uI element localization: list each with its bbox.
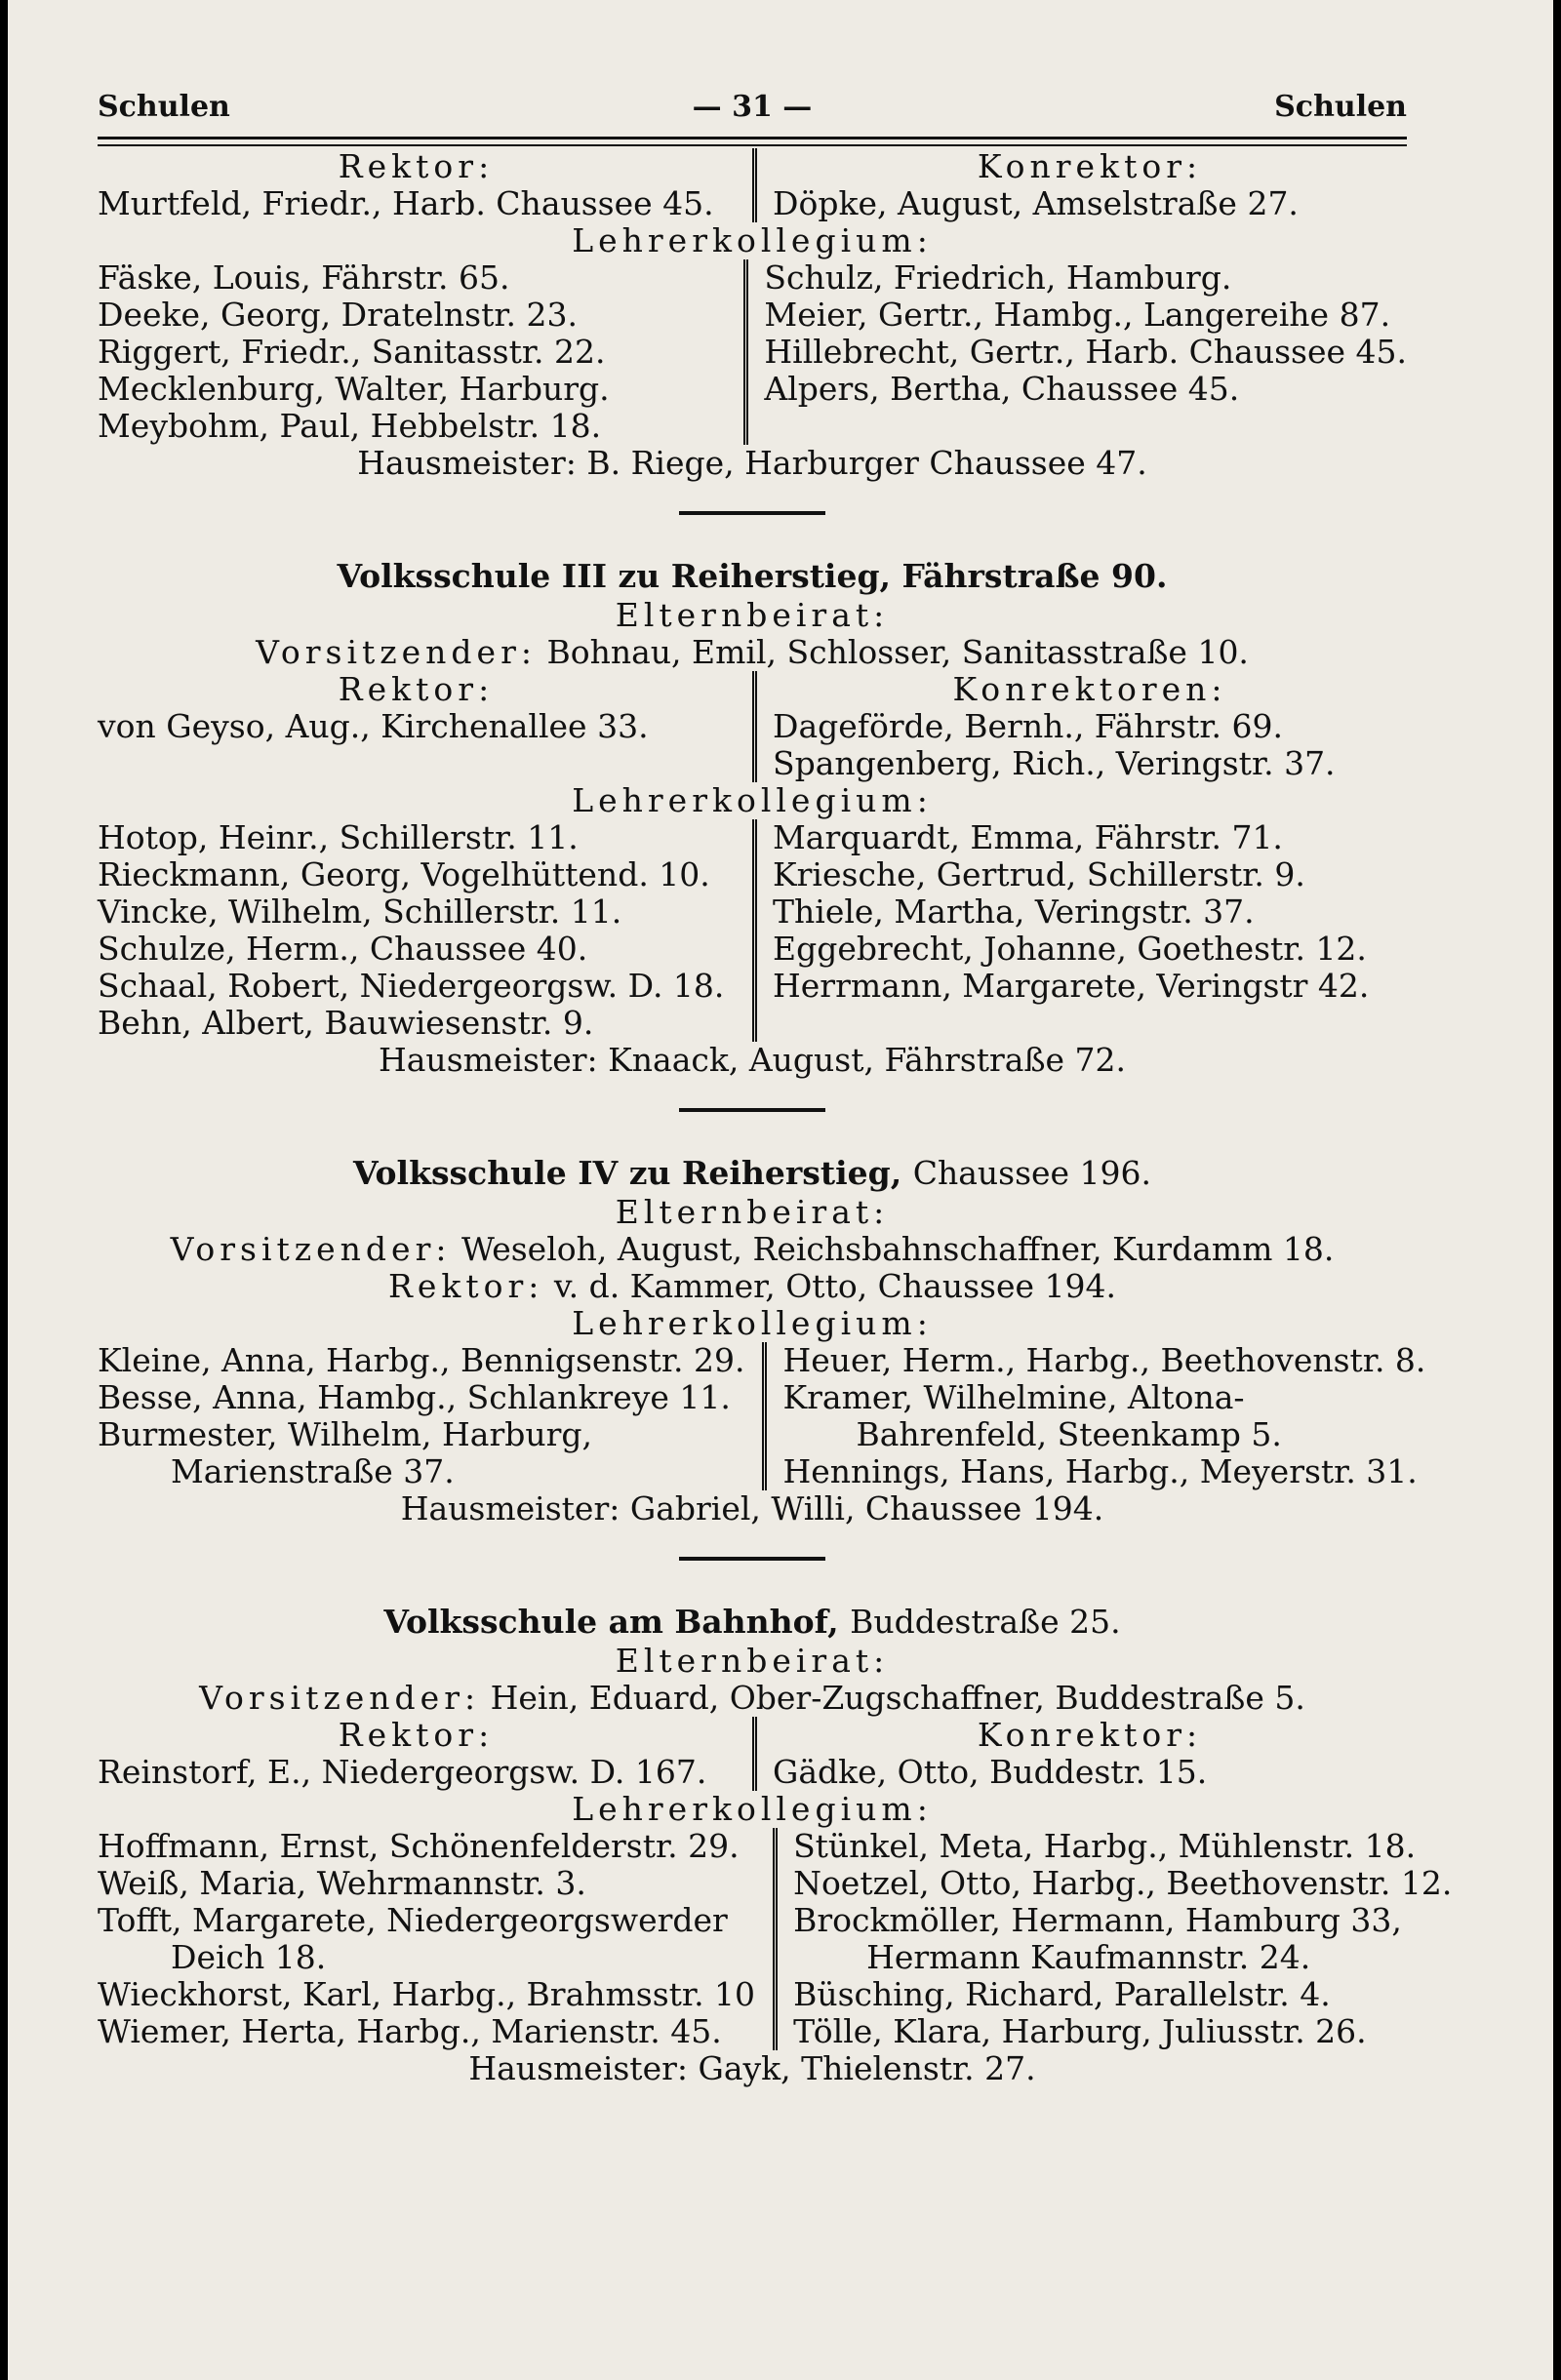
teacher-entry: Hennings, Hans, Harbg., Meyerstr. 31. xyxy=(782,1452,1418,1490)
header-rule-thin xyxy=(98,144,1407,146)
page-content xyxy=(98,147,1453,2087)
teacher-entry-continuation: Deich 18. xyxy=(171,1938,327,1976)
teachers-left-column xyxy=(98,819,752,1042)
konrektor-value: Döpke, August, Amselstraße 27. xyxy=(752,185,1407,222)
teacher-entry: Stünkel, Meta, Harbg., Mühlenstr. 18. xyxy=(793,1827,1417,1865)
teachers-right-column xyxy=(762,1342,1425,1490)
elternbeirat-label: Elternbeirat: xyxy=(615,596,890,634)
teacher-entry: Büsching, Richard, Parallelstr. 4. xyxy=(793,1975,1331,2013)
section-divider xyxy=(679,511,825,515)
teacher-entry: Deeke, Georg, Dratelnstr. 23. xyxy=(98,296,578,334)
school-title xyxy=(98,1604,1407,1641)
teachers-left-column xyxy=(98,259,743,445)
teacher-entry: Tofft, Margarete, Niedergeorgswerder xyxy=(98,1901,728,1939)
teacher-entry: Wieckhorst, Karl, Harbg., Brahmsstr. 10 xyxy=(98,1975,756,2013)
hausmeister-line: Hausmeister: Knaack, August, Fährstraße 72. xyxy=(378,1041,1127,1079)
school-title: Volksschule III zu Reiherstieg, Fährstraße 90. xyxy=(337,557,1168,595)
vorsitzender-value: Hein, Eduard, Ober-Zugschaffner, Buddestraße 5. xyxy=(490,1679,1305,1717)
teacher-entry xyxy=(764,408,1407,445)
running-head-right: Schulen xyxy=(1274,90,1407,124)
teacher-entry: Thiele, Martha, Veringstr. 37. xyxy=(773,892,1255,931)
teacher-entry: Hillebrecht, Gertr., Harb. Chaussee 45. xyxy=(764,333,1407,371)
section4-heads xyxy=(98,1717,1407,1791)
teacher-entry: Riggert, Friedr., Sanitasstr. 22. xyxy=(98,333,606,371)
teacher-entry: Herrmann, Margarete, Veringstr 42. xyxy=(773,967,1370,1005)
kollegium-label: Lehrerkollegium: xyxy=(572,781,933,819)
kollegium-label: Lehrerkollegium: xyxy=(572,1304,933,1342)
elternbeirat-label: Elternbeirat: xyxy=(615,1193,890,1231)
section4-teachers xyxy=(98,1827,1453,2050)
rektor-values xyxy=(98,708,752,782)
vorsitzender-line xyxy=(98,634,1407,671)
section1-heads xyxy=(98,148,1407,222)
school-title-address: Chaussee 196. xyxy=(912,1154,1152,1192)
kollegium-label: Lehrerkollegium: xyxy=(572,1790,933,1828)
teacher-entry: Rieckmann, Georg, Vogelhüttend. 10. xyxy=(98,855,710,893)
teacher-entry: Besse, Anna, Hambg., Schlankreye 11. xyxy=(98,1378,731,1416)
school-title-bold: Volksschule am Bahnhof, xyxy=(383,1603,839,1641)
teacher-entry: Kramer, Wilhelmine, Altona- xyxy=(782,1378,1245,1416)
page xyxy=(8,0,1553,2380)
section-divider xyxy=(679,1557,825,1561)
teacher-entry-continuation: Hermann Kaufmannstr. 24. xyxy=(866,1938,1311,1976)
elternbeirat-label: Elternbeirat: xyxy=(615,1642,890,1680)
teacher-entry: Marquardt, Emma, Fährstr. 71. xyxy=(773,818,1283,856)
rektor-line xyxy=(98,1268,1407,1305)
teacher-entry: Meier, Gertr., Hambg., Langereihe 87. xyxy=(764,296,1391,334)
teacher-entry: Hotop, Heinr., Schillerstr. 11. xyxy=(98,818,579,856)
teacher-entry: Noetzel, Otto, Harbg., Beethovenstr. 12. xyxy=(793,1864,1453,1902)
hausmeister-line: Hausmeister: Gabriel, Willi, Chaussee 194. xyxy=(400,1489,1104,1527)
vorsitzender-value: Bohnau, Emil, Schlosser, Sanitasstraße 10. xyxy=(546,633,1249,671)
running-head-left: Schulen xyxy=(98,90,230,124)
teacher-entry: Kleine, Anna, Harbg., Bennigsenstr. 29. xyxy=(98,1341,745,1379)
konrektor-value: Spangenberg, Rich., Veringstr. 37. xyxy=(773,744,1336,782)
teachers-left-column xyxy=(98,1342,762,1490)
section-continuation xyxy=(98,148,1407,482)
school-title-address: Buddestraße 25. xyxy=(850,1603,1121,1641)
vorsitzender-value: Weseloh, August, Reichsbahnschaffner, Kurdamm 18. xyxy=(460,1230,1335,1268)
konrektor-value: Gädke, Otto, Buddestr. 15. xyxy=(752,1754,1407,1791)
teacher-entry: Mecklenburg, Walter, Harburg. xyxy=(98,370,610,408)
teacher-entry: Schulz, Friedrich, Hamburg. xyxy=(764,258,1232,297)
teacher-entry: Alpers, Bertha, Chaussee 45. xyxy=(764,370,1240,408)
rektor-value: von Geyso, Aug., Kirchenallee 33. xyxy=(98,707,649,745)
rektor-value: Reinstorf, E., Niedergeorgsw. D. 167. xyxy=(98,1753,707,1791)
teacher-entry: Weiß, Maria, Wehrmannstr. 3. xyxy=(98,1864,586,1902)
teacher-entry: Tölle, Klara, Harburg, Juliusstr. 26. xyxy=(793,2012,1367,2050)
teacher-entry: Burmester, Wilhelm, Harburg, xyxy=(98,1415,593,1453)
page-header xyxy=(98,90,1407,137)
teacher-entry: Meybohm, Paul, Hebbelstr. 18. xyxy=(98,407,602,445)
section2-heads xyxy=(98,671,1407,782)
konrektor-label: Konrektor: xyxy=(752,1717,1407,1754)
vorsitzender-label: Vorsitzender: xyxy=(199,1679,481,1717)
konrektoren-values xyxy=(752,708,1407,782)
section-volksschule-3 xyxy=(98,558,1407,1079)
section-volksschule-4 xyxy=(98,1154,1426,1527)
teacher-entry: Fäske, Louis, Fährstr. 65. xyxy=(98,258,510,297)
vorsitzender-line xyxy=(98,1680,1407,1717)
teacher-entry: Schulze, Herm., Chaussee 40. xyxy=(98,930,588,968)
page-number: — 31 — xyxy=(692,90,813,124)
teacher-entry: Hoffmann, Ernst, Schönenfelderstr. 29. xyxy=(98,1827,740,1865)
teacher-entry xyxy=(773,1005,1407,1042)
rektor-label: Rektor: xyxy=(338,1716,495,1754)
teacher-entry: Heuer, Herm., Harbg., Beethovenstr. 8. xyxy=(782,1341,1426,1379)
teacher-entry: Eggebrecht, Johanne, Goethestr. 12. xyxy=(773,930,1367,968)
teacher-entry-continuation: Marienstraße 37. xyxy=(171,1452,455,1490)
rektor-label: Rektor: xyxy=(338,147,495,185)
section2-teachers xyxy=(98,819,1407,1042)
rektor-value: v. d. Kammer, Otto, Chaussee 194. xyxy=(553,1267,1117,1305)
hausmeister-line: Hausmeister: B. Riege, Harburger Chaussee 47. xyxy=(357,444,1147,482)
vorsitzender-line xyxy=(98,1231,1407,1268)
section1-teachers xyxy=(98,259,1407,445)
teachers-right-column xyxy=(752,819,1407,1042)
rektor-label: Rektor: xyxy=(387,1267,544,1305)
teacher-entry: Behn, Albert, Bauwiesenstr. 9. xyxy=(98,1004,594,1042)
hausmeister-line: Hausmeister: Gayk, Thielenstr. 27. xyxy=(468,2049,1036,2087)
section3-teachers xyxy=(98,1341,1426,1490)
teacher-entry: Vincke, Wilhelm, Schillerstr. 11. xyxy=(98,892,622,931)
header-rule-thick xyxy=(98,137,1407,139)
teacher-entry: Wiemer, Herta, Harbg., Marienstr. 45. xyxy=(98,2012,722,2050)
rektor-label: Rektor: xyxy=(338,670,495,708)
konrektor-label: Konrektor: xyxy=(752,148,1407,185)
teacher-entry: Schaal, Robert, Niedergeorgsw. D. 18. xyxy=(98,967,725,1005)
teacher-entry: Brockmöller, Hermann, Hamburg 33, xyxy=(793,1901,1402,1939)
school-title-bold: Volksschule IV zu Reiherstieg, xyxy=(352,1154,902,1192)
school-title xyxy=(98,1155,1407,1192)
rektor-value: Murtfeld, Friedr., Harb. Chaussee 45. xyxy=(98,184,714,222)
kollegium-label: Lehrerkollegium: xyxy=(572,221,933,259)
teacher-entry-continuation: Bahrenfeld, Steenkamp 5. xyxy=(856,1415,1282,1453)
teachers-right-column xyxy=(743,259,1407,445)
teachers-right-column xyxy=(773,1828,1452,2050)
konrektoren-label: Konrektoren: xyxy=(752,671,1407,708)
vorsitzender-label: Vorsitzender: xyxy=(256,633,537,671)
vorsitzender-label: Vorsitzender: xyxy=(170,1230,452,1268)
konrektor-value: Dageförde, Bernh., Fährstr. 69. xyxy=(773,707,1283,745)
teachers-left-column xyxy=(98,1828,773,2050)
section-divider xyxy=(679,1108,825,1112)
teacher-entry: Kriesche, Gertrud, Schillerstr. 9. xyxy=(773,855,1305,893)
rektor-value-blank xyxy=(98,745,735,782)
section-volksschule-bahnhof xyxy=(98,1603,1453,2087)
